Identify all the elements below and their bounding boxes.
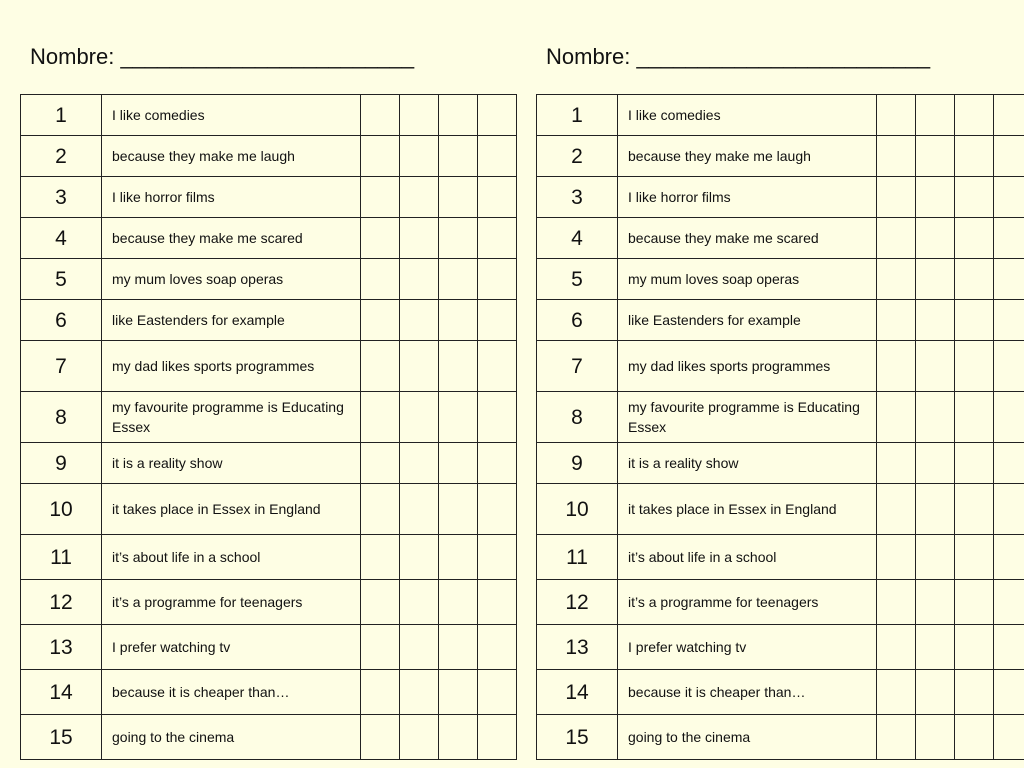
answer-box[interactable]	[916, 300, 955, 341]
answer-box[interactable]	[877, 625, 916, 670]
answer-box[interactable]	[877, 670, 916, 715]
answer-box[interactable]	[478, 136, 517, 177]
row-number: 10	[537, 484, 618, 535]
answer-box[interactable]	[994, 136, 1024, 177]
row-text: going to the cinema	[102, 715, 361, 760]
answer-box[interactable]	[361, 136, 400, 177]
answer-box[interactable]	[361, 670, 400, 715]
row-number: 9	[537, 443, 618, 484]
table-row	[537, 484, 1024, 535]
answer-box[interactable]	[916, 259, 955, 300]
answer-box[interactable]	[400, 341, 439, 392]
answer-box[interactable]	[994, 341, 1024, 392]
table-row	[537, 443, 1024, 484]
answer-box[interactable]	[877, 218, 916, 259]
answer-box[interactable]	[994, 259, 1024, 300]
answer-box[interactable]	[478, 177, 517, 218]
row-number: 9	[21, 443, 102, 484]
answer-box[interactable]	[877, 715, 916, 760]
row-number: 12	[21, 580, 102, 625]
answer-box[interactable]	[400, 300, 439, 341]
answer-box[interactable]	[877, 535, 916, 580]
table-row	[537, 625, 1024, 670]
table-row	[21, 625, 517, 670]
row-text: it is a reality show	[102, 443, 361, 484]
answer-box[interactable]	[955, 341, 994, 392]
answer-box[interactable]	[877, 136, 916, 177]
answer-box[interactable]	[478, 580, 517, 625]
answer-box[interactable]	[994, 443, 1024, 484]
answer-box[interactable]	[955, 535, 994, 580]
answer-box[interactable]	[916, 670, 955, 715]
row-text: my favourite programme is Educating Essex	[102, 392, 361, 443]
table-row	[21, 259, 517, 300]
row-text: because they make me scared	[102, 218, 361, 259]
answer-box[interactable]	[994, 580, 1024, 625]
row-text: because they make me scared	[618, 218, 877, 259]
answer-box[interactable]	[400, 95, 439, 136]
row-text: I like comedies	[618, 95, 877, 136]
table-row	[537, 341, 1024, 392]
row-number: 5	[537, 259, 618, 300]
answer-box[interactable]	[361, 218, 400, 259]
table-row	[21, 136, 517, 177]
answer-box[interactable]	[478, 300, 517, 341]
answer-box[interactable]	[400, 625, 439, 670]
answer-box[interactable]	[955, 259, 994, 300]
table-row	[21, 300, 517, 341]
answer-box[interactable]	[877, 580, 916, 625]
name-label-right: Nombre: ________________________	[546, 44, 931, 69]
answer-box[interactable]	[994, 484, 1024, 535]
table-row	[537, 580, 1024, 625]
answer-box[interactable]	[877, 300, 916, 341]
row-text: because it is cheaper than…	[102, 670, 361, 715]
phrase-grid-left	[20, 94, 517, 760]
row-number: 3	[537, 177, 618, 218]
table-row	[21, 95, 517, 136]
row-text: because they make me laugh	[618, 136, 877, 177]
answer-box[interactable]	[916, 484, 955, 535]
answer-box[interactable]	[400, 580, 439, 625]
table-row	[537, 259, 1024, 300]
answer-box[interactable]	[400, 443, 439, 484]
answer-box[interactable]	[478, 218, 517, 259]
row-text: my dad likes sports programmes	[102, 341, 361, 392]
answer-box[interactable]	[994, 177, 1024, 218]
answer-box[interactable]	[361, 259, 400, 300]
answer-box[interactable]	[955, 136, 994, 177]
answer-box[interactable]	[916, 136, 955, 177]
row-number: 8	[21, 392, 102, 443]
answer-box[interactable]	[439, 177, 478, 218]
answer-box[interactable]	[955, 443, 994, 484]
answer-box[interactable]	[877, 392, 916, 443]
answer-box[interactable]	[916, 625, 955, 670]
row-text: I like comedies	[102, 95, 361, 136]
table-row	[21, 218, 517, 259]
row-number: 13	[537, 625, 618, 670]
table-row	[21, 484, 517, 535]
row-number: 13	[21, 625, 102, 670]
table-row	[537, 535, 1024, 580]
answer-box[interactable]	[955, 300, 994, 341]
answer-box[interactable]	[955, 392, 994, 443]
answer-box[interactable]	[478, 484, 517, 535]
answer-box[interactable]	[955, 177, 994, 218]
answer-box[interactable]	[877, 341, 916, 392]
row-number: 1	[21, 95, 102, 136]
answer-box[interactable]	[478, 341, 517, 392]
answer-box[interactable]	[955, 715, 994, 760]
answer-box[interactable]	[994, 218, 1024, 259]
answer-box[interactable]	[478, 95, 517, 136]
answer-box[interactable]	[994, 300, 1024, 341]
row-text: it takes place in Essex in England	[102, 484, 361, 535]
answer-box[interactable]	[439, 484, 478, 535]
table-row	[537, 218, 1024, 259]
row-number: 4	[21, 218, 102, 259]
answer-box[interactable]	[361, 580, 400, 625]
answer-box[interactable]	[361, 177, 400, 218]
answer-box[interactable]	[439, 392, 478, 443]
answer-box[interactable]	[439, 259, 478, 300]
row-number: 11	[537, 535, 618, 580]
row-number: 6	[21, 300, 102, 341]
row-text: my mum loves soap operas	[102, 259, 361, 300]
table-row	[537, 95, 1024, 136]
table-row	[537, 300, 1024, 341]
row-number: 7	[21, 341, 102, 392]
row-text: my favourite programme is Educating Essex	[618, 392, 877, 443]
row-text: going to the cinema	[618, 715, 877, 760]
row-number: 11	[21, 535, 102, 580]
row-number: 1	[537, 95, 618, 136]
table-row	[21, 392, 517, 443]
row-text: it’s a programme for teenagers	[102, 580, 361, 625]
row-number: 6	[537, 300, 618, 341]
name-label-left: Nombre: ________________________	[30, 44, 415, 69]
table-row	[537, 177, 1024, 218]
answer-box[interactable]	[955, 218, 994, 259]
table-row	[21, 580, 517, 625]
row-text: like Eastenders for example	[618, 300, 877, 341]
answer-box[interactable]	[361, 715, 400, 760]
table-row	[21, 535, 517, 580]
row-text: it is a reality show	[618, 443, 877, 484]
table-row	[537, 136, 1024, 177]
row-text: it’s a programme for teenagers	[618, 580, 877, 625]
answer-box[interactable]	[916, 177, 955, 218]
table-row	[21, 670, 517, 715]
answer-box[interactable]	[439, 95, 478, 136]
answer-box[interactable]	[400, 670, 439, 715]
answer-box[interactable]	[916, 95, 955, 136]
answer-box[interactable]	[955, 580, 994, 625]
answer-box[interactable]	[439, 341, 478, 392]
answer-box[interactable]	[955, 484, 994, 535]
table-row	[21, 341, 517, 392]
row-text: like Eastenders for example	[102, 300, 361, 341]
answer-box[interactable]	[916, 341, 955, 392]
answer-box[interactable]	[361, 392, 400, 443]
table-row	[21, 177, 517, 218]
row-number: 8	[537, 392, 618, 443]
row-number: 15	[21, 715, 102, 760]
answer-box[interactable]	[478, 392, 517, 443]
answer-box[interactable]	[400, 136, 439, 177]
answer-box[interactable]	[877, 259, 916, 300]
row-text: I like horror films	[618, 177, 877, 218]
table-row	[537, 715, 1024, 760]
answer-box[interactable]	[439, 670, 478, 715]
answer-box[interactable]	[916, 392, 955, 443]
answer-box[interactable]	[361, 341, 400, 392]
row-number: 4	[537, 218, 618, 259]
answer-box[interactable]	[439, 136, 478, 177]
row-number: 7	[537, 341, 618, 392]
answer-box[interactable]	[439, 535, 478, 580]
answer-box[interactable]	[439, 300, 478, 341]
answer-box[interactable]	[361, 300, 400, 341]
answer-box[interactable]	[994, 715, 1024, 760]
row-number: 2	[537, 136, 618, 177]
answer-box[interactable]	[916, 443, 955, 484]
answer-box[interactable]	[955, 95, 994, 136]
answer-box[interactable]	[478, 625, 517, 670]
answer-box[interactable]	[439, 715, 478, 760]
row-number: 10	[21, 484, 102, 535]
answer-box[interactable]	[478, 259, 517, 300]
answer-box[interactable]	[916, 218, 955, 259]
row-text: it’s about life in a school	[102, 535, 361, 580]
answer-box[interactable]	[916, 535, 955, 580]
answer-box[interactable]	[400, 177, 439, 218]
answer-box[interactable]	[478, 535, 517, 580]
row-number: 14	[537, 670, 618, 715]
row-text: I prefer watching tv	[618, 625, 877, 670]
answer-box[interactable]	[439, 580, 478, 625]
answer-box[interactable]	[877, 484, 916, 535]
answer-box[interactable]	[400, 392, 439, 443]
answer-box[interactable]	[439, 625, 478, 670]
row-text: it’s about life in a school	[618, 535, 877, 580]
answer-box[interactable]	[877, 443, 916, 484]
answer-box[interactable]	[994, 625, 1024, 670]
row-number: 3	[21, 177, 102, 218]
answer-box[interactable]	[361, 95, 400, 136]
table-row	[537, 670, 1024, 715]
row-text: I prefer watching tv	[102, 625, 361, 670]
answer-box[interactable]	[955, 625, 994, 670]
answer-box[interactable]	[361, 443, 400, 484]
answer-box[interactable]	[439, 218, 478, 259]
row-text: my dad likes sports programmes	[618, 341, 877, 392]
answer-box[interactable]	[361, 484, 400, 535]
answer-box[interactable]	[400, 715, 439, 760]
answer-box[interactable]	[994, 95, 1024, 136]
answer-box[interactable]	[400, 535, 439, 580]
answer-box[interactable]	[439, 443, 478, 484]
answer-box[interactable]	[478, 670, 517, 715]
table-row	[21, 443, 517, 484]
phrase-grid-right	[536, 94, 1024, 760]
row-text: because it is cheaper than…	[618, 670, 877, 715]
row-number: 14	[21, 670, 102, 715]
answer-box[interactable]	[877, 177, 916, 218]
table-row	[537, 392, 1024, 443]
answer-box[interactable]	[400, 218, 439, 259]
answer-box[interactable]	[955, 670, 994, 715]
answer-box[interactable]	[361, 535, 400, 580]
row-text: it takes place in Essex in England	[618, 484, 877, 535]
answer-box[interactable]	[400, 484, 439, 535]
row-text: I like horror films	[102, 177, 361, 218]
answer-box[interactable]	[361, 625, 400, 670]
answer-box[interactable]	[400, 259, 439, 300]
row-number: 15	[537, 715, 618, 760]
table-row	[21, 715, 517, 760]
answer-box[interactable]	[994, 535, 1024, 580]
row-number: 2	[21, 136, 102, 177]
answer-box[interactable]	[994, 392, 1024, 443]
answer-box[interactable]	[478, 443, 517, 484]
answer-box[interactable]	[916, 715, 955, 760]
answer-box[interactable]	[877, 95, 916, 136]
answer-box[interactable]	[994, 670, 1024, 715]
row-number: 12	[537, 580, 618, 625]
row-text: because they make me laugh	[102, 136, 361, 177]
row-text: my mum loves soap operas	[618, 259, 877, 300]
answer-box[interactable]	[916, 580, 955, 625]
answer-box[interactable]	[478, 715, 517, 760]
row-number: 5	[21, 259, 102, 300]
